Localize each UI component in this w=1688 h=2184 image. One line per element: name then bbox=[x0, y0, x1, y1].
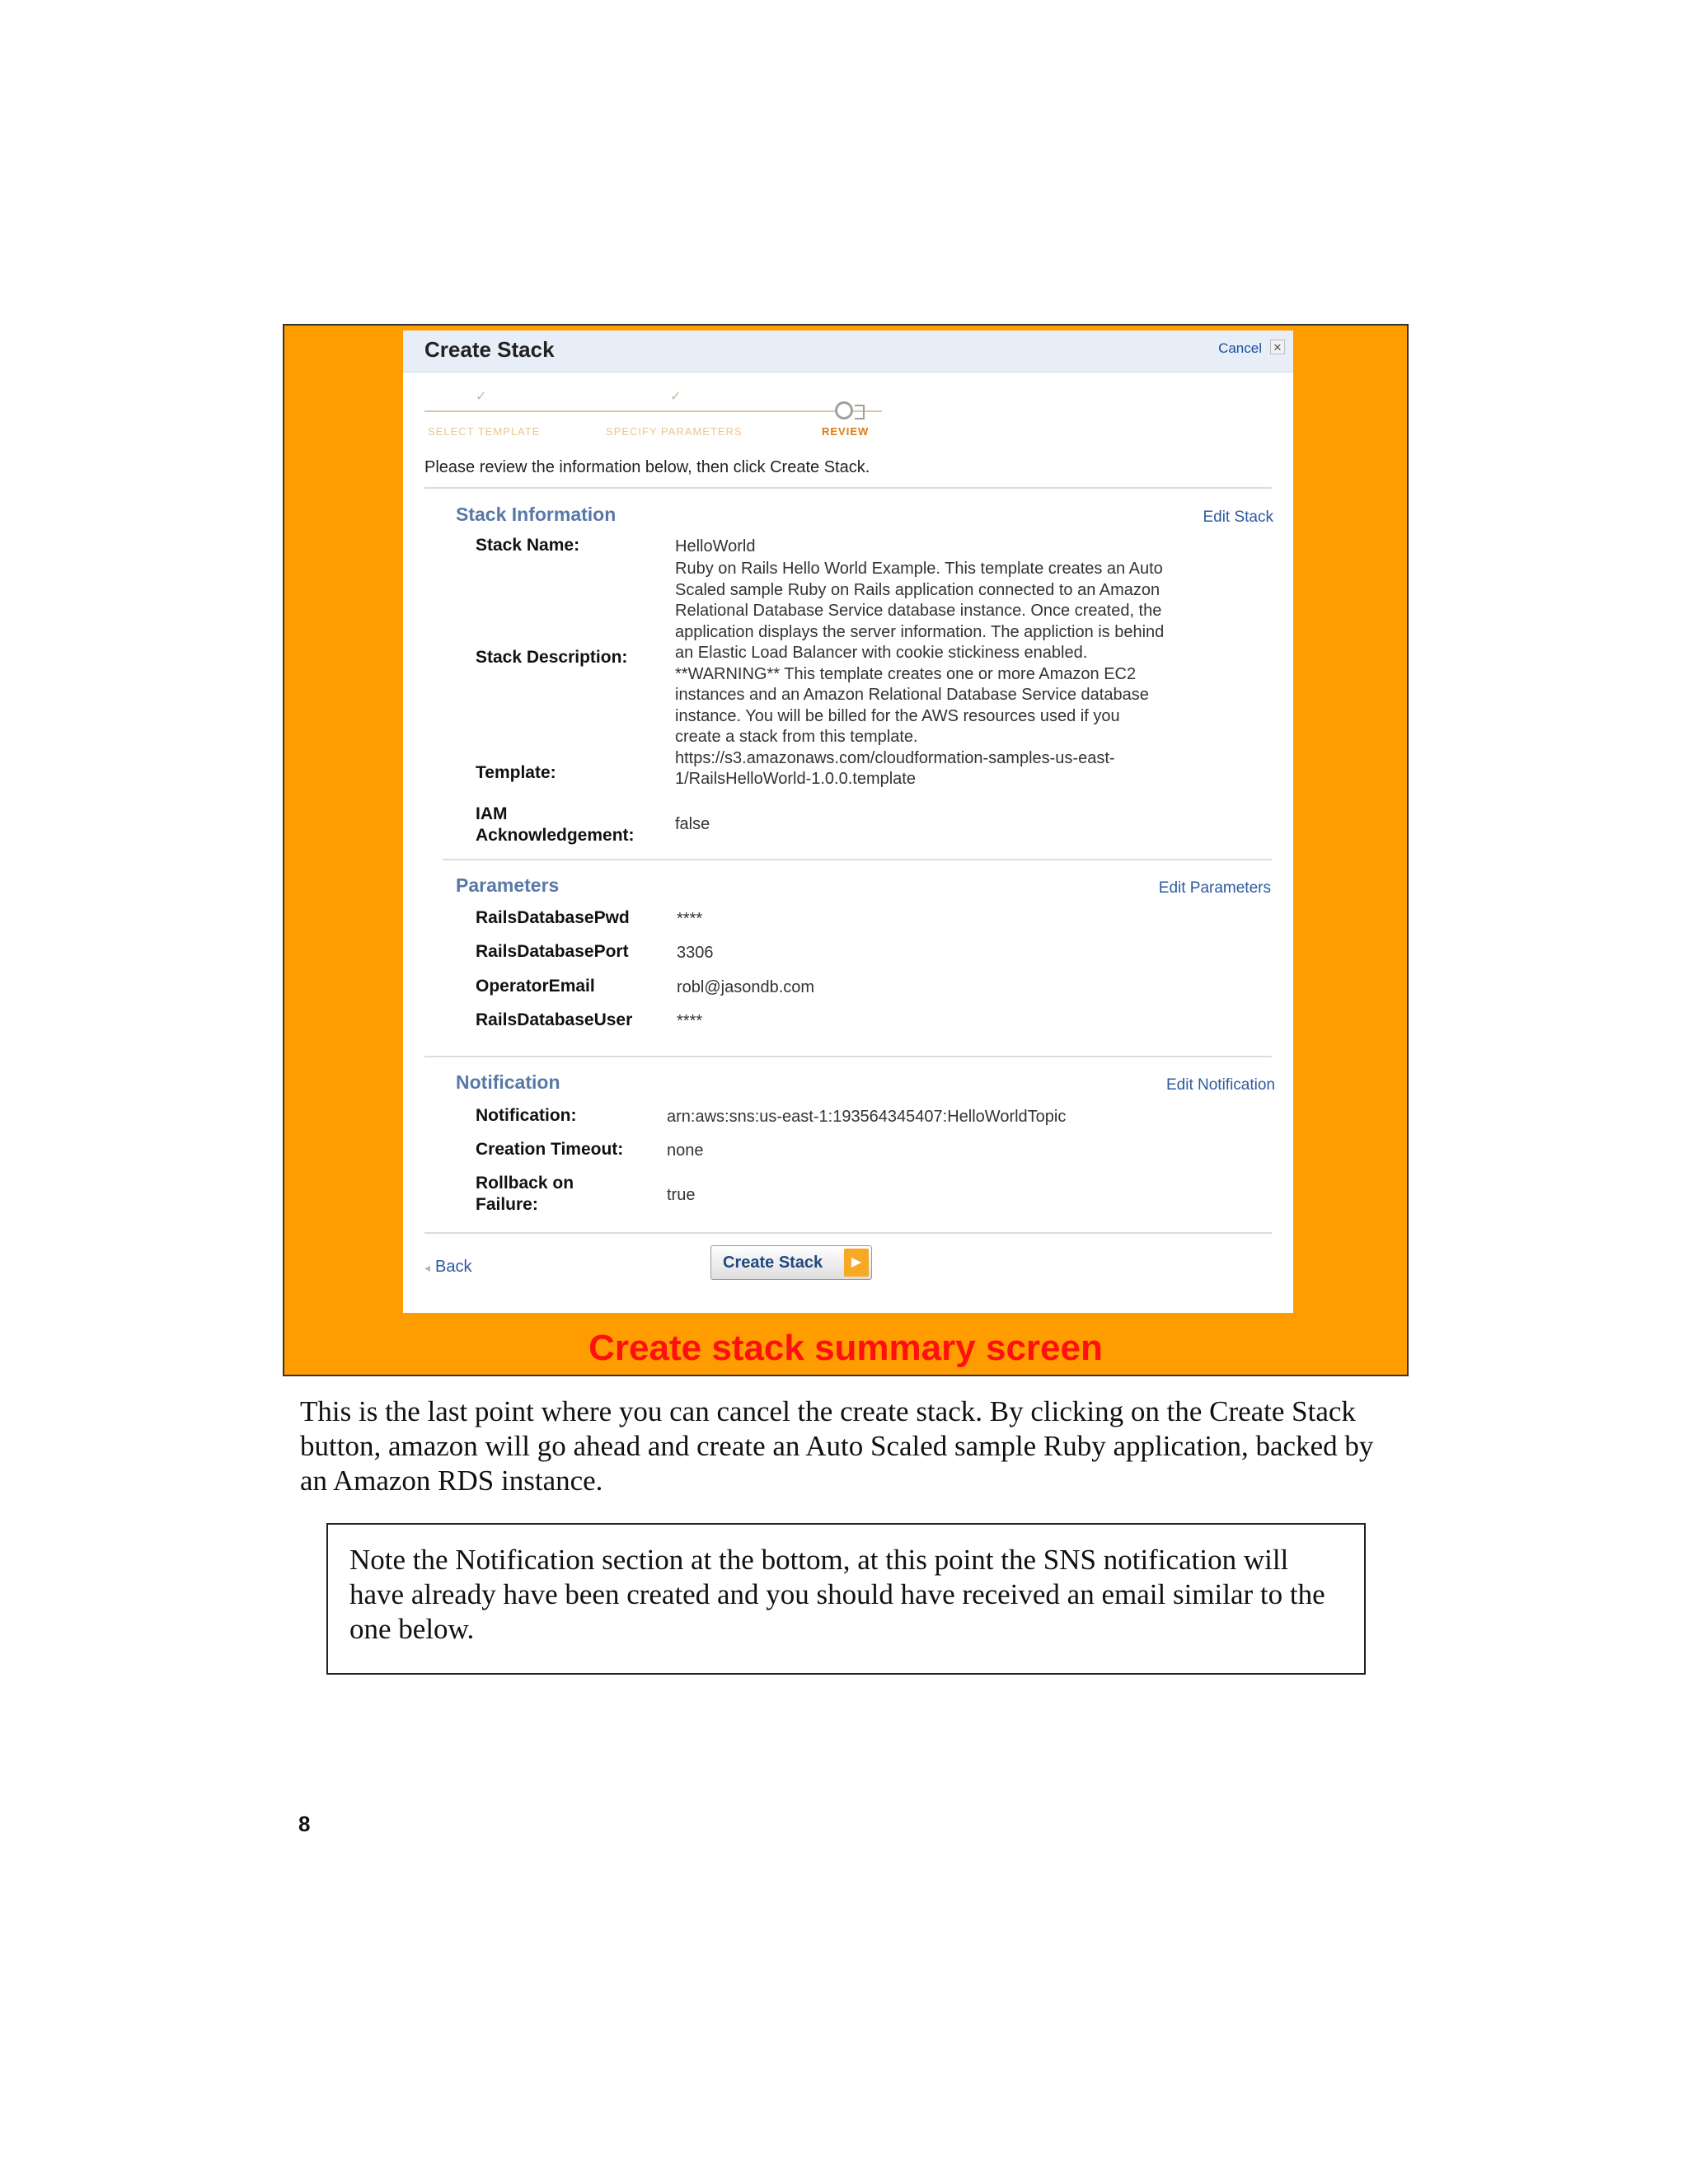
param-value: **** bbox=[677, 910, 703, 928]
iam-acknowledgement-label bbox=[476, 804, 635, 846]
back-link-label: Back bbox=[435, 1258, 472, 1276]
stack-name-label: Stack Name: bbox=[476, 536, 580, 555]
iam-label-line: Acknowledgement: bbox=[476, 826, 635, 845]
edit-parameters-link[interactable]: Edit Parameters bbox=[1158, 879, 1271, 897]
rollback-label-line: Failure: bbox=[476, 1195, 538, 1214]
stack-description-value bbox=[675, 559, 1285, 790]
param-value: robl@jasondb.com bbox=[677, 978, 815, 996]
description-line: instances and an Amazon Relational Database Service database bbox=[675, 686, 1149, 704]
description-line: Scaled sample Ruby on Rails application connected to an Amazon bbox=[675, 580, 1160, 599]
create-stack-button[interactable] bbox=[710, 1245, 872, 1280]
iam-acknowledgement-value: false bbox=[675, 815, 710, 833]
note-box bbox=[326, 1523, 1366, 1675]
wizard-progress-line bbox=[424, 410, 882, 412]
edit-stack-link[interactable]: Edit Stack bbox=[1203, 509, 1273, 526]
screenshot-frame bbox=[283, 324, 1409, 1376]
step-check-icon: ✓ bbox=[670, 390, 682, 404]
rollback-on-failure-label bbox=[476, 1173, 574, 1216]
param-label: RailsDatabasePwd bbox=[476, 908, 630, 927]
rollback-label-line: Rollback on bbox=[476, 1174, 574, 1193]
current-step-icon bbox=[835, 401, 853, 419]
review-instructions: Please review the information below, then click Create Stack. bbox=[424, 458, 870, 476]
param-value: 3306 bbox=[677, 944, 714, 962]
page-number: 8 bbox=[298, 1811, 311, 1836]
template-label: Template: bbox=[476, 763, 556, 782]
back-link[interactable] bbox=[424, 1258, 472, 1277]
description-line: create a stack from this template. bbox=[675, 728, 918, 746]
template-url-line: 1/RailsHelloWorld-1.0.0.template bbox=[675, 770, 916, 788]
creation-timeout-value: none bbox=[667, 1141, 704, 1160]
dialog-header bbox=[403, 330, 1293, 373]
description-line: instance. You will be billed for the AWS resources used if you bbox=[675, 706, 1120, 725]
param-label: RailsDatabaseUser bbox=[476, 1010, 633, 1029]
description-line: **WARNING** This template creates one or more Amazon EC2 bbox=[675, 664, 1137, 683]
iam-label-line: IAM bbox=[476, 804, 508, 823]
edit-notification-link[interactable]: Edit Notification bbox=[1165, 1076, 1275, 1094]
rollback-on-failure-value: true bbox=[667, 1186, 696, 1204]
note-text: Note the Notification section at the bottom, at this point the SNS notification will have already have been created and you should have received an email similar to the one below. bbox=[349, 1544, 1325, 1645]
close-icon[interactable]: ✕ bbox=[1270, 340, 1285, 354]
creation-timeout-label: Creation Timeout: bbox=[476, 1140, 624, 1159]
chevron-left-icon: ◂ bbox=[424, 1261, 431, 1274]
divider bbox=[443, 859, 1272, 860]
create-stack-label: Create Stack bbox=[723, 1253, 823, 1272]
figure-caption: Create stack summary screen bbox=[588, 1328, 1103, 1368]
dialog-title: Create Stack bbox=[424, 337, 555, 362]
description-line: an Elastic Load Balancer with cookie stickiness enabled. bbox=[675, 644, 1088, 662]
param-label: RailsDatabasePort bbox=[476, 942, 629, 961]
notification-value: arn:aws:sns:us-east-1:193564345407:HelloWorldTopic bbox=[667, 1108, 1067, 1126]
divider bbox=[424, 1232, 1272, 1234]
description-line: application displays the server information. The appliction is behind bbox=[675, 622, 1165, 641]
body-paragraph: This is the last point where you can cancel the create stack. By clicking on the Create Stack button, amazon will go ahead and create an Auto Scaled sample Ruby application, backed by an Amazon RDS instance. bbox=[300, 1395, 1374, 1497]
description-line: Relational Database Service database instance. Once created, the bbox=[675, 602, 1162, 620]
description-line: Ruby on Rails Hello World Example. This template creates an Auto bbox=[675, 560, 1163, 578]
step-end-marker bbox=[855, 405, 865, 419]
template-url-line: https://s3.amazonaws.com/cloudformation-samples-us-east- bbox=[675, 748, 1115, 767]
step-specify-parameters[interactable]: SPECIFY PARAMETERS bbox=[606, 425, 743, 438]
notification-label: Notification: bbox=[476, 1106, 577, 1125]
stack-name-value: HelloWorld bbox=[675, 537, 756, 555]
stack-description-label: Stack Description: bbox=[476, 648, 628, 667]
create-stack-dialog bbox=[403, 330, 1293, 1313]
param-value: **** bbox=[677, 1012, 703, 1030]
arrow-right-icon: ▶ bbox=[844, 1249, 869, 1277]
parameters-heading: Parameters bbox=[456, 874, 560, 896]
cancel-link[interactable]: Cancel bbox=[1218, 340, 1262, 356]
stack-information-heading: Stack Information bbox=[456, 504, 617, 525]
notification-heading: Notification bbox=[456, 1071, 560, 1093]
divider bbox=[424, 487, 1272, 489]
divider bbox=[424, 1056, 1272, 1057]
step-check-icon: ✓ bbox=[476, 390, 487, 404]
param-label: OperatorEmail bbox=[476, 977, 595, 996]
step-select-template[interactable]: SELECT TEMPLATE bbox=[428, 425, 541, 438]
step-review: REVIEW bbox=[822, 425, 870, 438]
